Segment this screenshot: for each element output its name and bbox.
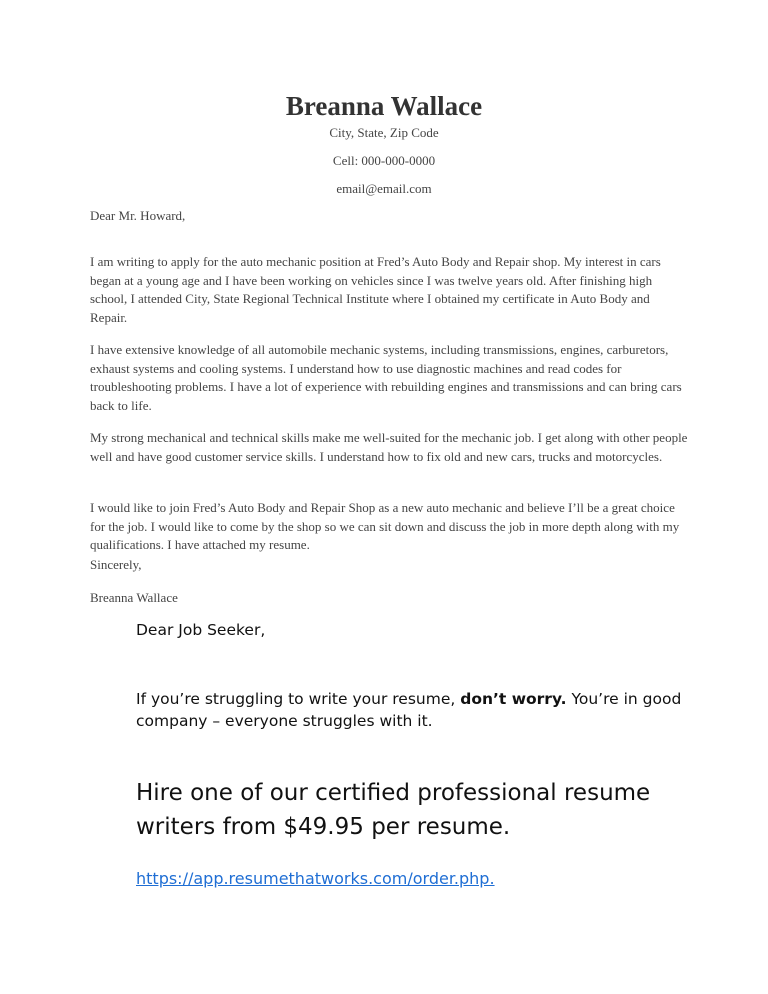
ad-greeting: Dear Job Seeker,	[136, 621, 266, 639]
letter-closing: Sincerely,	[90, 557, 142, 572]
applicant-address: City, State, Zip Code	[329, 125, 439, 140]
ad-body-emphasis: don’t worry.	[460, 690, 567, 708]
ad-body-prefix: If you’re struggling to write your resume,	[136, 690, 461, 708]
applicant-phone: Cell: 000-000-0000	[332, 153, 436, 168]
ad-headline: Hire one of our certified professional resume writers from $49.95 per resume.	[136, 780, 651, 840]
ad-body-suffix: You’re in good company – everyone struggles with it.	[136, 690, 682, 730]
letter-paragraph-1: I am writing to apply for the auto mechanic position at Fred’s Auto Body and Repair shop. My interest in cars began at a young age and I have been working on vehicles since I was twelve years old. After finishing high school, I attended City, State Regional Technical Institute where I obtained my certificate in Auto Body and Repair.	[90, 254, 661, 325]
order-link[interactable]: https://app.resumethatworks.com/order.php.	[136, 869, 495, 888]
letter-paragraph-4: I would like to join Fred’s Auto Body and Repair Shop as a new auto mechanic and believe I’ll be a great choice for the job. I would like to come by the shop so we can sit down and discuss the job in more depth along with my qualifications. I have attached my resume.	[90, 500, 680, 553]
letter-paragraph-3: My strong mechanical and technical skills make me well-suited for the mechanic job. I get along with other people well and have good customer service skills. I understand how to fix old and new cars, trucks and motorcycles.	[90, 430, 688, 464]
letter-signature: Breanna Wallace	[90, 590, 178, 605]
applicant-name: Breanna Wallace	[285, 91, 483, 121]
applicant-email: email@email.com	[336, 181, 432, 196]
letter-paragraph-2: I have extensive knowledge of all automobile mechanic systems, including transmissions, engines, carburetors, exhaust systems and cooling systems. I understand how to use diagnostic machines and read codes for troubleshooting problems. I have a lot of experience with rebuilding engines and transmissions and can bring cars back to life.	[90, 342, 682, 413]
letter-salutation: Dear Mr. Howard,	[90, 208, 186, 223]
ad-body	[136, 688, 696, 732]
